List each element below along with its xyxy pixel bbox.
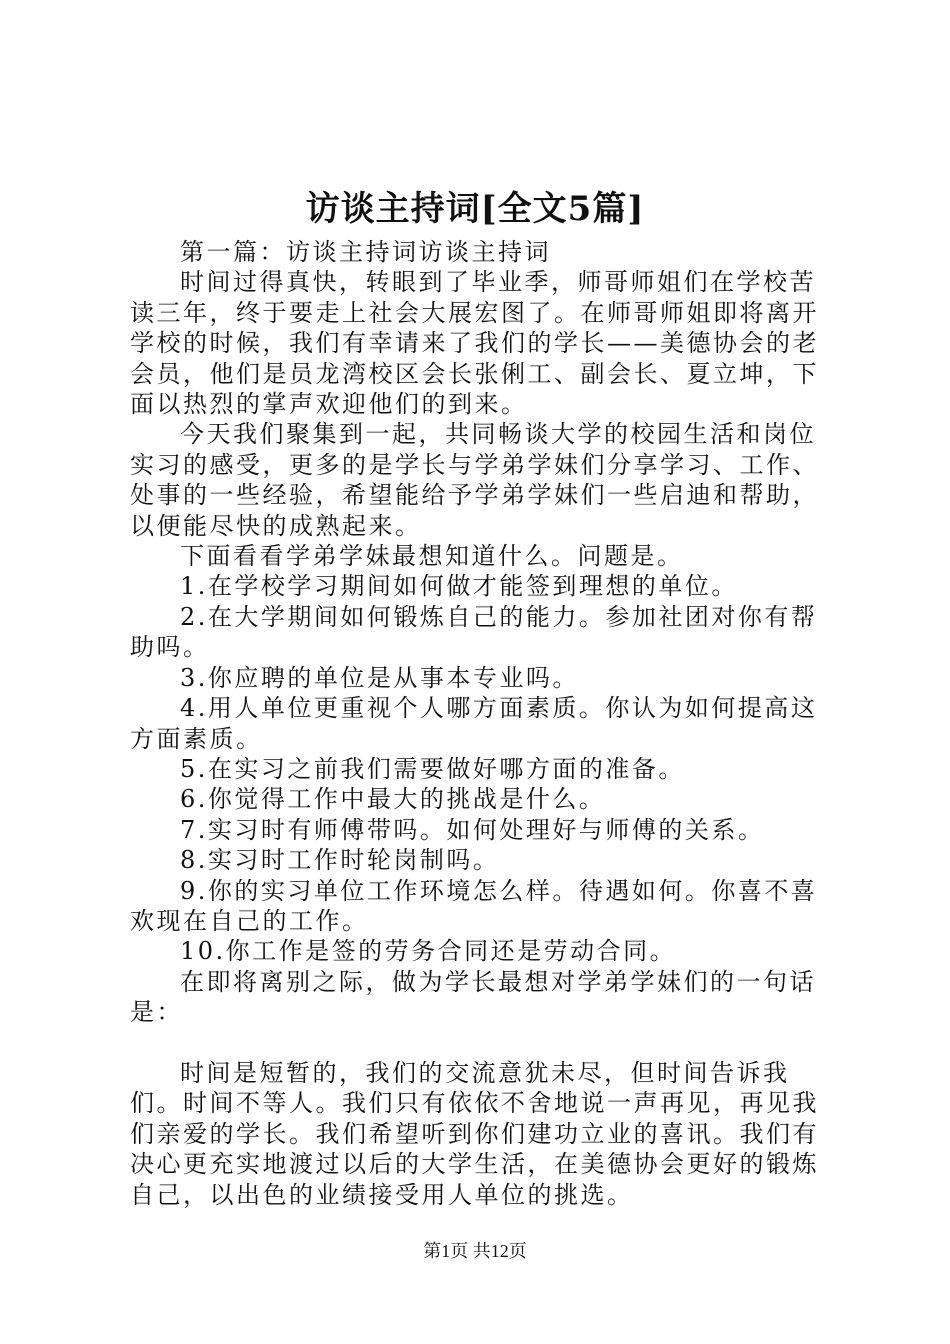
question-item: 7.实习时有师傅带吗。如何处理好与师傅的关系。 — [180, 815, 765, 844]
question-item: 1.在学校学习期间如何做才能签到理想的单位。 — [180, 572, 738, 601]
paragraph: 时间过得真快，转眼到了毕业季，师哥师姐们在学校苦读三年，终于要走上社会大展宏图了。在师哥师姐即将离开学校的时候，我们有幸请来了我们的学长——美德协会的老会员，他们是员龙湾校区会长张俐工、副会长、夏立坤，下面以热烈的掌声欢迎他们的到来。 — [130, 268, 819, 419]
question-item: 3.你应聘的单位是从事本专业吗。 — [180, 663, 579, 692]
question-item: 2.在大学期间如何锻炼自己的能力。参加社团对你有帮助吗。 — [130, 602, 818, 662]
paragraph: 在即将离别之际，做为学长最想对学弟学妹们的一句话是： — [130, 967, 816, 1027]
question-item: 5.在实习之前我们需要做好哪方面的准备。 — [180, 754, 685, 783]
question-item: 8.实习时工作时轮岗制吗。 — [180, 846, 500, 875]
document-body — [130, 237, 830, 1210]
question-item: 10.你工作是签的劳务合同还是劳动合同。 — [180, 937, 677, 966]
document-title: 访谈主持词[全文5篇] — [305, 189, 645, 229]
question-item: 9.你的实习单位工作环境怎么样。待遇如何。你喜不喜欢现在自己的工作。 — [130, 876, 818, 935]
question-item: 6.你觉得工作中最大的挑战是什么。 — [180, 785, 606, 814]
page-footer: 第1页 共12页 — [423, 1241, 527, 1261]
question-item: 4.用人单位更重视个人哪方面素质。你认为如何提高这方面素质。 — [130, 694, 818, 753]
paragraph: 时间是短暂的，我们的交流意犹未尽，但时间告诉我们。时间不等人。我们只有依依不舍地说一声再见，再见我们亲爱的学长。我们希望听到你们建功立业的喜讯。我们有决心更充实地渡过以后的大学生活，在美德协会更好的锻炼自己，以出色的业绩接受用人单位的挑选。 — [130, 1058, 819, 1209]
paragraph: 今天我们聚集到一起，共同畅谈大学的校园生活和岗位实习的感受，更多的是学长与学弟学妹们分享学习、工作、处事的一些经验，希望能给予学弟学妹们一些启迪和帮助，以便能尽快的成熟起来。 — [130, 420, 819, 540]
blank-line — [130, 1028, 830, 1058]
paragraph: 下面看看学弟学妹最想知道什么。问题是。 — [180, 542, 684, 571]
section-heading: 第一篇：访谈主持词访谈主持词 — [180, 238, 551, 266]
